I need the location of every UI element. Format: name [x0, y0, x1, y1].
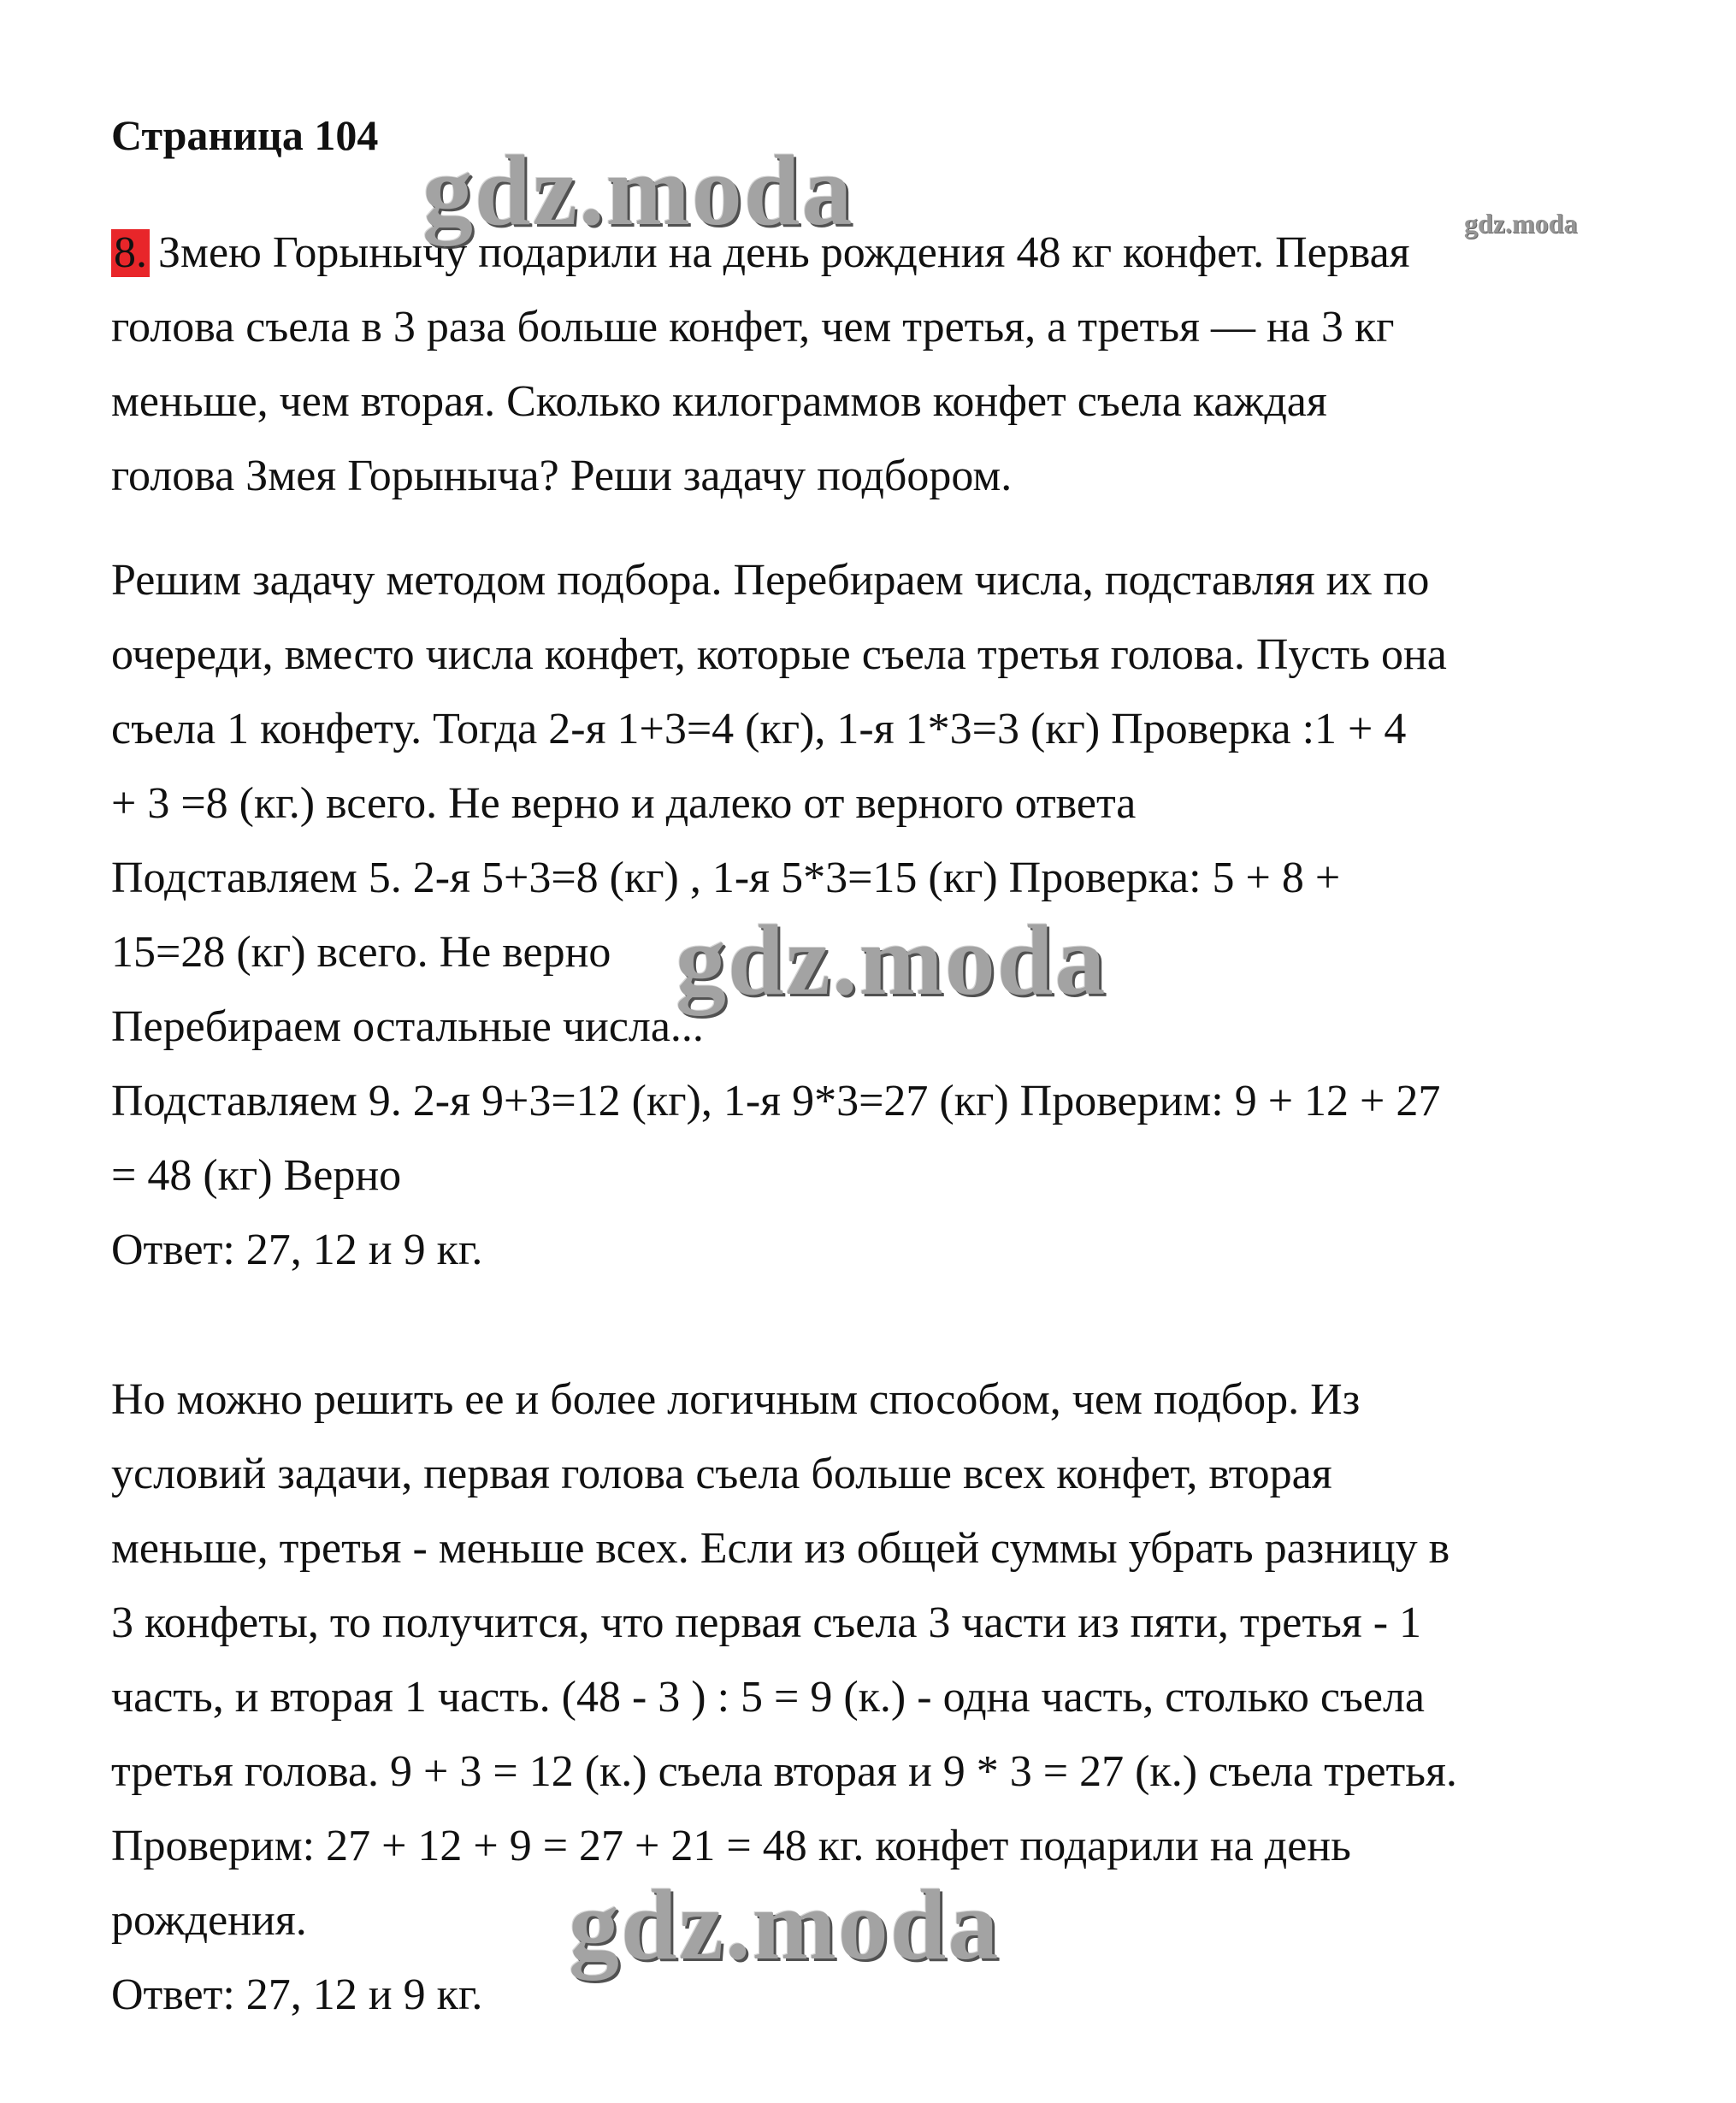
watermark-logo: gdz.moda — [569, 1869, 1001, 1981]
solution-line: очереди, вместо числа конфет, которые съела третья голова. Пусть она — [111, 630, 1447, 679]
solution-line: 3 конфеты, то получится, что первая съела 3 части из пяти, третья - 1 — [111, 1598, 1422, 1647]
answer-line: Ответ: 27, 12 и 9 кг. — [111, 1226, 483, 1274]
task-number-badge: 8. — [111, 229, 150, 277]
watermark-logo: gdz.moda — [676, 904, 1107, 1016]
task-line-text: Змею Горынычу подарили на день рождения 48 кг конфет. Первая — [158, 228, 1410, 277]
solution-line: рождения. — [111, 1896, 307, 1945]
watermark-small: gdz.moda — [1464, 208, 1578, 239]
solution-line: часть, и вторая 1 часть. (48 - 3 ) : 5 = 9 (к.) - одна часть, столько съела — [111, 1673, 1425, 1722]
solution-line: меньше, третья - меньше всех. Если из общей суммы убрать разницу в — [111, 1524, 1450, 1573]
solution-line: Проверим: 27 + 12 + 9 = 27 + 21 = 48 кг. конфет подарили на день — [111, 1822, 1351, 1870]
page-title: Страница 104 — [111, 111, 379, 159]
task-line — [111, 216, 1633, 290]
solution-line: Перебираем остальные числа... — [111, 1002, 704, 1051]
task-line: голова Змея Горыныча? Реши задачу подбором. — [111, 452, 1013, 500]
solution-line: Подставляем 9. 2-я 9+3=12 (кг), 1-я 9*3=27 (кг) Проверим: 9 + 12 + 27 — [111, 1077, 1441, 1125]
solution-line: + 3 =8 (кг.) всего. Не верно и далеко от верного ответа — [111, 779, 1137, 828]
solution-line: = 48 (кг) Верно — [111, 1151, 402, 1200]
answer-line: Ответ: 27, 12 и 9 кг. — [111, 1970, 483, 2019]
solution-line: условий задачи, первая голова съела больше всех конфет, вторая — [111, 1450, 1332, 1498]
task-line: меньше, чем вторая. Сколько килограммов конфет съела каждая — [111, 377, 1327, 426]
solution-line: Но можно решить ее и более логичным способом, чем подбор. Из — [111, 1375, 1361, 1424]
solution-line: Подставляем 5. 2-я 5+3=8 (кг) , 1-я 5*3=15 (кг) Проверка: 5 + 8 + — [111, 854, 1341, 902]
solution-line: третья голова. 9 + 3 = 12 (к.) съела вторая и 9 * 3 = 27 (к.) съела третья. — [111, 1747, 1457, 1796]
solution-line: Решим задачу методом подбора. Перебираем числа, подставляя их по — [111, 556, 1430, 605]
task-line: голова съела в 3 раза больше конфет, чем третья, а третья — на 3 кг — [111, 303, 1395, 351]
task-statement — [111, 216, 1633, 513]
solution-line: 15=28 (кг) всего. Не верно — [111, 928, 611, 977]
watermark-logo: gdz.moda — [422, 134, 854, 246]
solution-line: съела 1 конфету. Тогда 2-я 1+3=4 (кг), 1-я 1*3=3 (кг) Проверка :1 + 4 — [111, 705, 1407, 753]
